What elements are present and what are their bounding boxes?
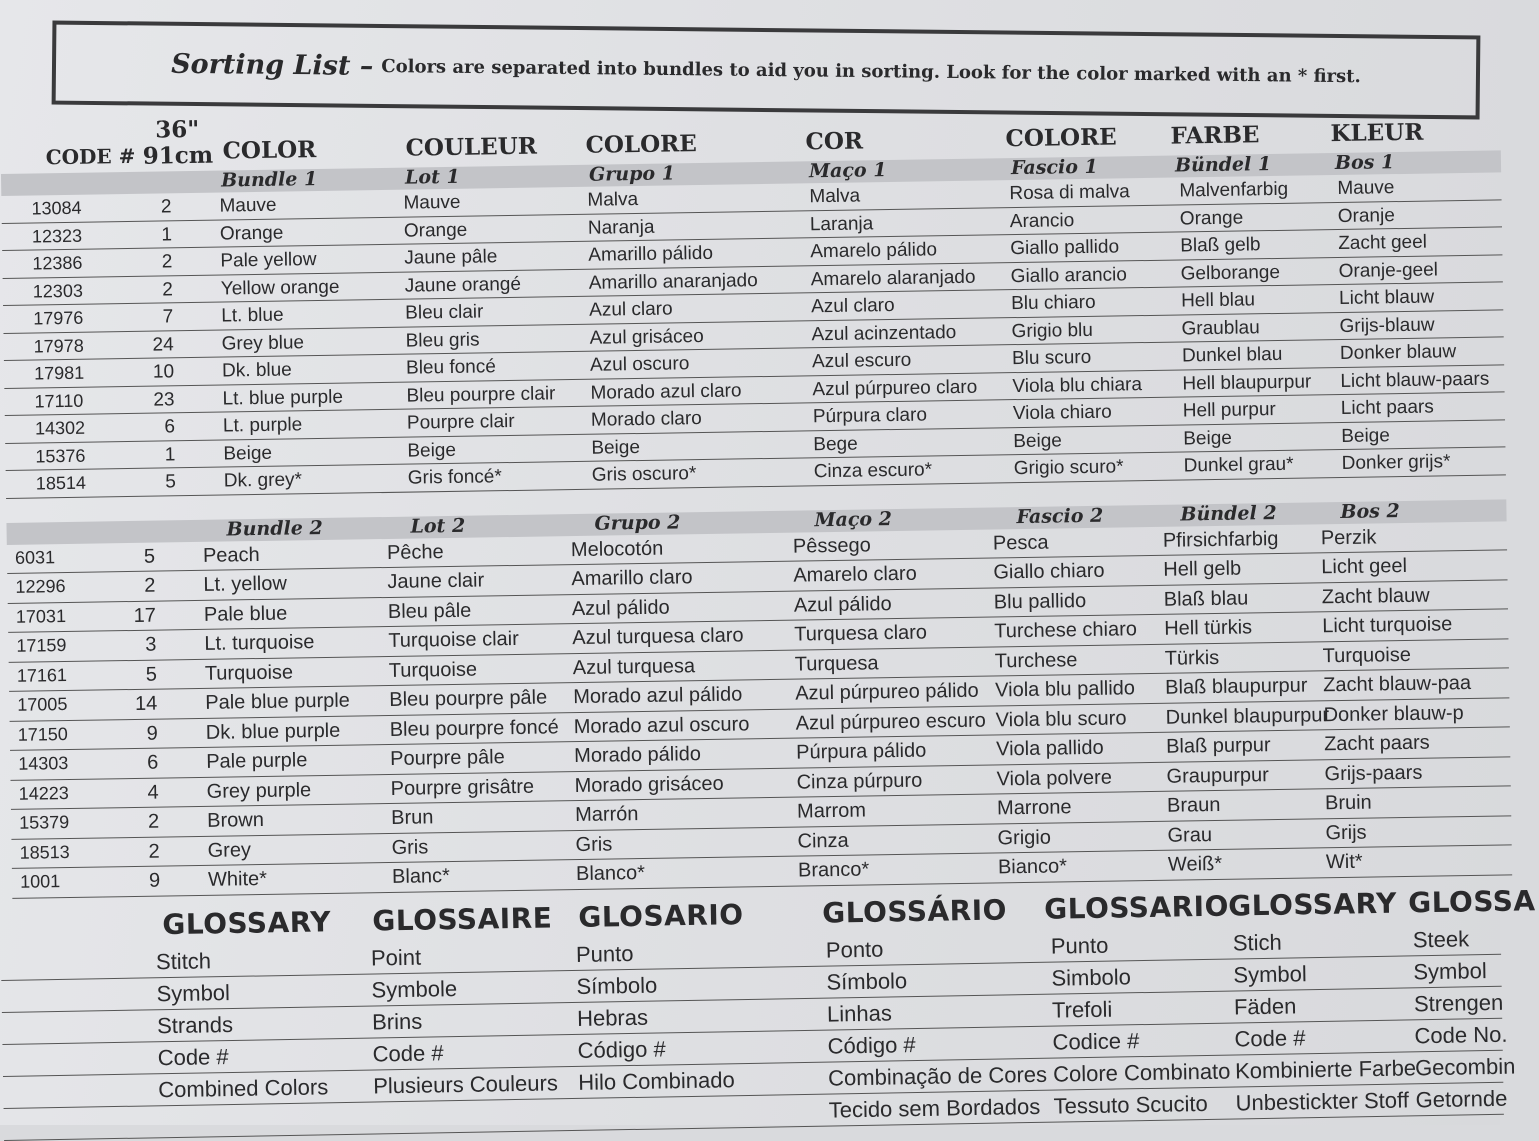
length-cell: 2 xyxy=(148,840,160,863)
glossary-term-fr: Symbole xyxy=(371,976,458,1003)
color-en-cell: Lt. yellow xyxy=(203,572,287,596)
color-es-cell: Azul turquesa claro xyxy=(572,624,744,650)
glossary-term-es: Hilo Combinado xyxy=(577,1067,735,1095)
color-it-cell: Beige xyxy=(1013,429,1063,452)
color-pt-cell: Bege xyxy=(813,433,858,455)
color-it-cell: Viola blu pallido xyxy=(995,677,1136,702)
color-en-cell: Dk. blue purple xyxy=(205,719,341,744)
code-cell: 17978 xyxy=(33,335,84,356)
bundle-1 xyxy=(1,150,1506,498)
bundle-label: Grupo 1 xyxy=(588,162,676,186)
cor-column-header: COR xyxy=(805,127,864,156)
color-pt-cell: Laranja xyxy=(809,212,874,235)
color-pt-cell: Turquesa xyxy=(794,651,879,676)
color-it-cell: Rosa di malva xyxy=(1009,181,1130,205)
glossary-term-pt: Símbolo xyxy=(826,968,908,995)
length-cell: 5 xyxy=(165,471,176,493)
color-it-cell: Pesca xyxy=(992,531,1049,554)
glossary-term-fr: Code # xyxy=(372,1040,444,1067)
bundle-label: Bundle 2 xyxy=(226,516,323,540)
length-cell: 23 xyxy=(153,388,175,411)
color-es-cell: Amarillo anaranjado xyxy=(588,269,758,294)
bundle-2 xyxy=(6,499,1512,899)
kleur-column-header: KLEUR xyxy=(1330,118,1424,148)
color-pt-cell: Azul púrpureo escuro xyxy=(795,709,986,735)
bundle-label: Lot 1 xyxy=(404,165,460,189)
color-nl-cell: Donker blauw-p xyxy=(1323,701,1464,726)
color-nl-cell: Grijs-paars xyxy=(1324,761,1423,785)
color-de-cell: Gelborange xyxy=(1180,261,1281,284)
color-en-cell: Grey purple xyxy=(206,778,312,803)
glossary-header-nl: GLOSSA xyxy=(1407,884,1536,920)
color-en-cell: Pale purple xyxy=(206,749,308,773)
bundles-container xyxy=(1,150,1512,898)
glossary-term-de: Code # xyxy=(1234,1025,1306,1052)
bundle-label: Bos 1 xyxy=(1334,151,1395,175)
glossary-term-nl: Gecombin xyxy=(1414,1053,1516,1081)
glossary-term-pt: Ponto xyxy=(825,936,884,963)
color-de-cell: Hell türkis xyxy=(1164,616,1253,640)
color-pt-cell: Malva xyxy=(809,185,861,208)
farbe-column-header: FARBE xyxy=(1170,121,1260,150)
glossary-term-it: Trefoli xyxy=(1051,996,1113,1023)
glossary-term-de: Stich xyxy=(1232,929,1282,956)
color-en-cell: Mauve xyxy=(219,194,277,217)
bundle-label: Fascio 1 xyxy=(1010,155,1098,180)
glossary-term-pt: Tecido sem Bordados xyxy=(828,1093,1041,1123)
glossary-term-nl: Getornde xyxy=(1415,1085,1508,1113)
color-de-cell: Dunkel blau xyxy=(1181,343,1283,367)
color-de-cell: Hell gelb xyxy=(1163,557,1242,581)
length-cell: 7 xyxy=(162,306,174,328)
color-de-cell: Braun xyxy=(1166,793,1221,817)
glossary-term-de: Unbestickter Stoff xyxy=(1235,1087,1410,1116)
colore-column-header: COLORE xyxy=(585,130,697,159)
color-pt-cell: Amarelo pálido xyxy=(810,239,938,263)
color-fr-cell: Pêche xyxy=(386,540,444,564)
length-cm: 91cm xyxy=(142,141,214,170)
length-cell: 2 xyxy=(161,251,173,273)
length-cell: 2 xyxy=(162,278,173,300)
color-it-cell: Giallo arancio xyxy=(1010,263,1128,287)
color-en-cell: Peach xyxy=(202,543,260,567)
color-column-header: COLOR xyxy=(222,136,317,165)
glossary-rows xyxy=(1,923,1516,1141)
color-pt-cell: Púrpura claro xyxy=(812,404,928,428)
color-es-cell: Azul grisáceo xyxy=(589,325,704,349)
color-pt-cell: Azul escuro xyxy=(811,349,912,373)
length-cell: 9 xyxy=(146,722,158,745)
glossary-term-pt: Linhas xyxy=(826,1000,893,1027)
glossary-header-en: GLOSSARY xyxy=(162,905,332,942)
color-fr-cell: Pourpre grisâtre xyxy=(390,775,535,800)
color-nl-cell: Donker grijs* xyxy=(1341,451,1451,474)
color-es-cell: Morado grisáceo xyxy=(574,772,724,797)
color-de-cell: Graupurpur xyxy=(1166,763,1270,788)
color-fr-cell: Bleu pâle xyxy=(387,599,472,623)
bundle-label: Lot 2 xyxy=(410,514,466,538)
code-cell: 17161 xyxy=(16,664,68,686)
color-fr-cell: Bleu pourpre clair xyxy=(406,382,556,407)
color-nl-cell: Donker blauw xyxy=(1339,341,1457,364)
color-nl-cell: Licht blauw-paars xyxy=(1340,368,1490,392)
color-nl-cell: Zacht geel xyxy=(1338,231,1428,254)
color-es-cell: Morado pálido xyxy=(574,743,702,768)
bundle-label: Bundle 1 xyxy=(220,168,318,192)
color-nl-cell: Grijs xyxy=(1325,821,1367,844)
code-cell: 1001 xyxy=(19,871,61,892)
length-cell: 9 xyxy=(148,869,161,892)
color-de-cell: Grau xyxy=(1167,823,1213,847)
length-cell: 2 xyxy=(147,810,160,833)
length-column-header xyxy=(142,117,213,170)
color-it-cell: Turchese chiaro xyxy=(994,618,1138,643)
bundle-label: Bündel 2 xyxy=(1180,501,1277,526)
color-pt-cell: Cinza xyxy=(797,829,849,853)
color-nl-cell: Oranje-geel xyxy=(1338,258,1439,282)
color-en-cell: Beige xyxy=(223,442,273,465)
color-en-cell: Pale blue purple xyxy=(205,689,351,714)
color-fr-cell: Pourpre clair xyxy=(406,410,515,434)
glossary-term-fr: Point xyxy=(370,944,422,971)
color-de-cell: Türkis xyxy=(1164,646,1220,670)
color-it-cell: Bianco* xyxy=(997,855,1068,879)
color-fr-cell: Bleu pourpre pâle xyxy=(389,686,548,711)
color-es-cell: Amarillo claro xyxy=(571,566,693,591)
color-it-cell: Grigio blu xyxy=(1011,319,1094,342)
color-pt-cell: Azul acinzentado xyxy=(811,321,957,345)
color-de-cell: Pfirsichfarbig xyxy=(1162,527,1279,552)
glossary-term-es: Hebras xyxy=(576,1004,649,1031)
color-fr-cell: Blanc* xyxy=(391,865,451,888)
color-fr-cell: Jaune orangé xyxy=(404,273,522,297)
color-de-cell: Blaß gelb xyxy=(1180,234,1261,257)
glossary-term-en: Stitch xyxy=(155,948,212,975)
color-fr-cell: Beige xyxy=(407,439,457,462)
length-inches: 36" xyxy=(155,115,200,144)
color-pt-cell: Branco* xyxy=(797,858,870,882)
length-cell: 3 xyxy=(145,633,157,656)
color-fr-cell: Orange xyxy=(403,219,468,242)
color-pt-cell: Púrpura pálido xyxy=(795,739,927,764)
color-de-cell: Blaß blau xyxy=(1163,586,1249,611)
color-fr-cell: Gris foncé* xyxy=(407,466,502,489)
color-en-cell: Lt. purple xyxy=(222,414,303,437)
color-pt-cell: Azul púrpureo claro xyxy=(812,376,978,400)
glossary-term-pt: Combinação de Cores xyxy=(827,1061,1048,1091)
bundle-label: Bündel 1 xyxy=(1174,153,1272,177)
color-nl-cell: Wit* xyxy=(1325,850,1363,874)
color-it-cell: Giallo chiaro xyxy=(993,559,1105,584)
bundle-label: Maço 1 xyxy=(808,159,887,183)
color-de-cell: Hell blaupurpur xyxy=(1182,370,1312,394)
color-en-cell: Yellow orange xyxy=(220,276,340,300)
color-es-cell: Morado claro xyxy=(590,408,702,431)
code-cell: 18514 xyxy=(35,472,87,494)
glossary-term-en: Strands xyxy=(156,1011,234,1039)
glossary-term-en: Combined Colors xyxy=(158,1074,329,1103)
length-cell: 1 xyxy=(164,443,176,465)
color-pt-cell: Cinza escuro* xyxy=(813,459,933,483)
color-nl-cell: Grijs-blauw xyxy=(1339,313,1435,337)
length-cell: 5 xyxy=(143,545,156,568)
code-cell: 12303 xyxy=(32,280,84,302)
glossary-term-nl: Strengen xyxy=(1413,989,1504,1017)
color-en-cell: Lt. turquoise xyxy=(204,631,315,655)
color-es-cell: Azul turquesa xyxy=(572,654,696,679)
glossary-term-it: Tessuto Scucito xyxy=(1053,1090,1208,1119)
color-es-cell: Azul oscuro xyxy=(589,353,690,376)
glossary-term-pt: Código # xyxy=(827,1032,916,1059)
color-it-cell: Viola pallido xyxy=(995,736,1104,761)
color-pt-cell: Azul claro xyxy=(810,294,895,318)
color-it-cell: Viola blu chiara xyxy=(1012,373,1143,397)
glossary-header-pt: GLOSSÁRIO xyxy=(821,893,1008,930)
code-cell: 17150 xyxy=(17,723,68,745)
color-nl-cell: Licht paars xyxy=(1340,396,1434,419)
code-cell: 13084 xyxy=(31,197,82,219)
color-de-cell: Beige xyxy=(1183,427,1233,449)
color-es-cell: Azul claro xyxy=(589,298,673,321)
code-cell: 6031 xyxy=(14,546,56,568)
color-it-cell: Giallo pallido xyxy=(1010,236,1120,260)
length-cell: 2 xyxy=(160,196,172,218)
length-cell: 10 xyxy=(152,361,175,383)
color-nl-cell: Zacht blauw xyxy=(1321,584,1430,608)
color-sorting-table xyxy=(0,88,1512,898)
glossary-term-it: Simbolo xyxy=(1051,964,1132,991)
color-fr-cell: Bleu foncé xyxy=(405,356,497,379)
color-it-cell: Turchese xyxy=(994,648,1078,672)
code-cell: 17110 xyxy=(34,390,84,411)
color-pt-cell: Azul púrpureo pálido xyxy=(795,679,979,705)
color-it-cell: Grigio scuro* xyxy=(1013,456,1124,480)
color-en-cell: Lt. blue purple xyxy=(222,386,344,410)
color-de-cell: Blaß blaupurpur xyxy=(1165,674,1308,699)
color-pt-cell: Pêssego xyxy=(792,533,871,558)
color-en-cell: Pale blue xyxy=(203,602,288,626)
length-cell: 1 xyxy=(161,223,173,245)
glossary-term-it: Punto xyxy=(1050,932,1109,959)
code-cell: 15379 xyxy=(19,812,70,833)
color-fr-cell: Bleu gris xyxy=(405,328,480,352)
color-nl-cell: Perzik xyxy=(1320,525,1377,549)
color-de-cell: Dunkel grau* xyxy=(1183,453,1294,477)
color-it-cell: Blu chiaro xyxy=(1010,291,1096,315)
color-it-cell: Blu pallido xyxy=(993,589,1087,613)
code-cell: 12386 xyxy=(32,252,83,274)
length-cell: 17 xyxy=(133,604,157,627)
color-de-cell: Dunkel blaupurpur xyxy=(1165,703,1330,729)
color-de-cell: Graublau xyxy=(1181,316,1260,339)
glossary-term-en: Symbol xyxy=(156,980,231,1007)
glossary-header-it: GLOSSARIO xyxy=(1043,889,1230,926)
color-es-cell: Marrón xyxy=(574,803,639,827)
glossary-header-fr: GLOSSAIRE xyxy=(372,901,553,938)
bundle-label: Fascio 2 xyxy=(1016,504,1104,528)
color-nl-cell: Beige xyxy=(1341,424,1391,447)
glossary-header-es: GLOSARIO xyxy=(578,898,744,934)
color-en-cell: White* xyxy=(207,867,268,891)
code-cell: 17976 xyxy=(33,307,84,329)
color-pt-cell: Cinza púrpuro xyxy=(796,769,923,794)
glossary-term-nl: Steek xyxy=(1412,926,1470,953)
glossary-term-es: Código # xyxy=(577,1036,666,1063)
couleur-column-header: COULEUR xyxy=(405,132,538,162)
bundle-label: Maço 2 xyxy=(814,507,893,531)
code-cell: 12296 xyxy=(15,576,66,597)
length-cell: 4 xyxy=(147,781,159,804)
color-en-cell: Dk. blue xyxy=(221,359,292,382)
color-fr-cell: Gris xyxy=(391,835,429,859)
color-es-cell: Beige xyxy=(591,436,641,459)
color-en-cell: Lt. blue xyxy=(221,304,284,327)
glossary-term-es: Símbolo xyxy=(576,972,658,999)
color-it-cell: Blu scuro xyxy=(1011,346,1092,370)
code-cell: 14302 xyxy=(34,417,86,439)
color-fr-cell: Bleu clair xyxy=(405,301,484,324)
color-it-cell: Arancio xyxy=(1009,209,1075,232)
color-it-cell: Grigio xyxy=(997,826,1052,849)
banner-description: Colors are separated into bundles to aid you in sorting. Look for the color marked with an * first. xyxy=(381,55,1361,87)
color-es-cell: Morado azul claro xyxy=(590,379,742,404)
color-de-cell: Blaß purpur xyxy=(1165,734,1271,758)
glossary-term-fr: Plusieurs Couleurs xyxy=(372,1070,559,1099)
glossary-term-it: Codice # xyxy=(1052,1028,1140,1055)
color-en-cell: Turquoise xyxy=(204,660,294,685)
color-es-cell: Morado azul oscuro xyxy=(573,712,750,738)
color-fr-cell: Pourpre pâle xyxy=(390,746,505,770)
color-en-cell: Orange xyxy=(219,222,284,245)
glossary-term-fr: Brins xyxy=(371,1008,423,1035)
bundle-label: Bos 2 xyxy=(1340,499,1400,523)
color-pt-cell: Azul pálido xyxy=(793,592,892,617)
color-nl-cell: Licht blauw xyxy=(1338,286,1435,309)
glossary-term-de: Fäden xyxy=(1233,993,1297,1020)
color-pt-cell: Turquesa claro xyxy=(794,621,928,646)
color-es-cell: Morado azul pálido xyxy=(573,683,743,709)
color-en-cell: Dk. grey* xyxy=(223,469,303,492)
length-cell: 6 xyxy=(146,751,159,774)
color-es-cell: Malva xyxy=(587,188,639,211)
glossary-section xyxy=(0,879,1536,1141)
color-es-cell: Gris xyxy=(575,832,613,856)
color-fr-cell: Bleu pourpre foncé xyxy=(389,715,559,741)
glossary-term-it: Colore Combinato xyxy=(1052,1058,1231,1087)
glossary-term-en: Code # xyxy=(157,1044,229,1071)
color-pt-cell: Marrom xyxy=(796,799,867,823)
length-cell: 2 xyxy=(144,574,156,597)
colore-italian-column-header: COLORE xyxy=(1005,123,1117,153)
color-it-cell: Viola polvere xyxy=(996,766,1113,790)
color-nl-cell: Turquoise xyxy=(1322,643,1412,667)
code-cell: 17981 xyxy=(33,362,85,384)
color-it-cell: Viola chiaro xyxy=(1012,401,1112,425)
color-fr-cell: Jaune clair xyxy=(387,569,485,593)
color-fr-cell: Jaune pâle xyxy=(404,246,498,269)
color-de-cell: Hell purpur xyxy=(1182,398,1276,422)
color-de-cell: Malvenfarbig xyxy=(1179,178,1289,202)
color-es-cell: Melocotón xyxy=(570,537,664,561)
color-nl-cell: Zacht paars xyxy=(1323,731,1430,756)
length-cell: 6 xyxy=(164,416,176,438)
color-nl-cell: Bruin xyxy=(1324,791,1372,815)
code-cell: 17005 xyxy=(17,694,68,715)
code-cell: 12323 xyxy=(31,225,83,247)
glossary-term-nl: Symbol xyxy=(1413,958,1487,985)
color-fr-cell: Mauve xyxy=(403,191,461,214)
color-fr-cell: Turquoise clair xyxy=(388,627,519,652)
glossary-term-de: Kombinierte Farbe xyxy=(1234,1055,1417,1084)
color-fr-cell: Turquoise xyxy=(388,658,478,682)
color-en-cell: Brown xyxy=(206,808,265,832)
bundle-label: Grupo 2 xyxy=(594,510,681,535)
color-nl-cell: Mauve xyxy=(1337,177,1395,200)
color-es-cell: Blanco* xyxy=(575,861,646,886)
length-cell: 14 xyxy=(134,692,158,715)
color-pt-cell: Amarelo claro xyxy=(793,562,917,587)
code-cell: 17031 xyxy=(15,605,67,627)
glossary-term-es: Punto xyxy=(575,940,634,967)
banner-heading: Sorting List – xyxy=(170,48,374,82)
length-cell: 5 xyxy=(145,663,158,686)
code-cell: 17159 xyxy=(16,635,67,656)
color-de-cell: Orange xyxy=(1179,206,1244,229)
glossary-term-nl: Code No. xyxy=(1414,1021,1508,1049)
color-es-cell: Azul pálido xyxy=(571,596,670,620)
color-de-cell: Weiß* xyxy=(1167,852,1223,876)
color-es-cell: Amarillo pálido xyxy=(588,242,714,266)
color-en-cell: Grey blue xyxy=(221,331,305,355)
color-es-cell: Naranja xyxy=(587,216,655,239)
code-column-header: CODE # xyxy=(45,143,136,170)
color-it-cell: Viola blu scuro xyxy=(995,706,1127,731)
color-nl-cell: Licht geel xyxy=(1321,554,1408,579)
color-nl-cell: Licht turquoise xyxy=(1322,613,1453,638)
glossary-header-de: GLOSSARY xyxy=(1227,886,1398,923)
color-pt-cell: Amarelo alaranjado xyxy=(810,266,976,290)
code-cell: 18513 xyxy=(19,841,70,863)
color-nl-cell: Zacht blauw-paa xyxy=(1322,671,1472,697)
glossary-term-de: Symbol xyxy=(1233,961,1307,988)
color-en-cell: Pale yellow xyxy=(220,249,317,272)
color-es-cell: Gris oscuro* xyxy=(591,463,697,486)
code-cell: 14303 xyxy=(18,753,69,774)
code-cell: 15376 xyxy=(35,445,86,466)
color-nl-cell: Oranje xyxy=(1337,204,1395,227)
color-en-cell: Grey xyxy=(207,838,252,862)
color-de-cell: Hell blau xyxy=(1180,289,1256,312)
color-fr-cell: Brun xyxy=(390,806,434,829)
length-cell: 24 xyxy=(152,333,174,356)
color-it-cell: Marrone xyxy=(996,796,1072,820)
code-cell: 14223 xyxy=(18,782,69,804)
